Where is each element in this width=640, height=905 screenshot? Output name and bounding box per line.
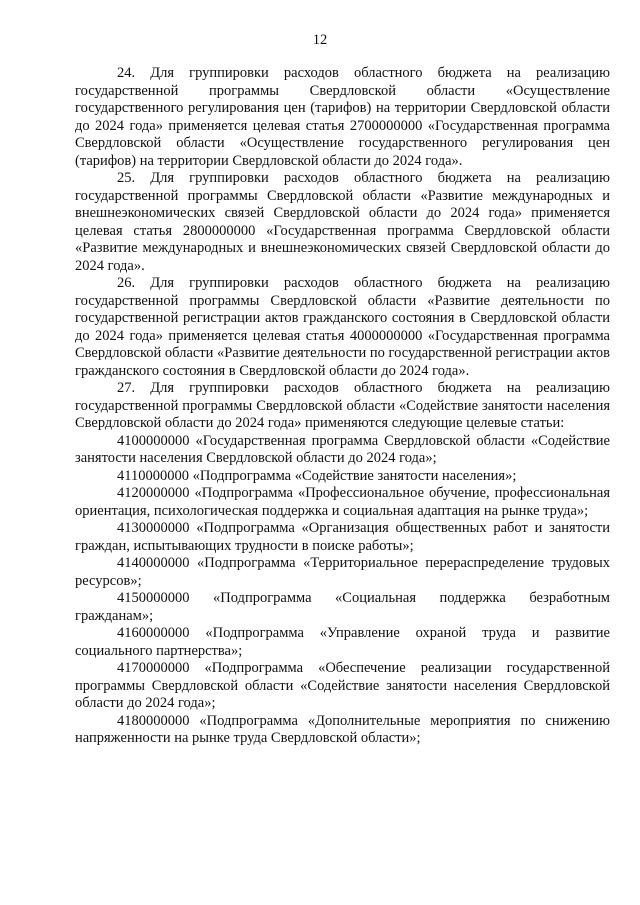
target-article-4170000000: 4170000000 «Подпрограмма «Обеспечение реализации государственной программы Свердловской области «Содействие занятости населения Свердловской области до 2024 года»;: [75, 660, 610, 711]
target-article-4100000000: 4100000000 «Государственная программа Свердловской области «Содействие занятости населения Свердловской области до 2024 года»;: [75, 432, 610, 466]
paragraph-25: 25. Для группировки расходов областного бюджета на реализацию государственной программы Свердловской области «Развитие международных и внешнеэкономических связей Свердловской области до 2024 года» применяется целевая статья 2800000000 «Государственная программа Свердловской области «Развитие международных и внешнеэкономических связей Свердловской области до 2024 года».: [75, 170, 610, 274]
target-article-4110000000: 4110000000 «Подпрограмма «Содействие занятости населения»;: [117, 467, 517, 484]
target-article-4150000000: 4150000000 «Подпрограмма «Социальная поддержка безработным гражданам»;: [75, 590, 610, 624]
document-body: [75, 65, 610, 748]
target-article-4180000000: 4180000000 «Подпрограмма «Дополнительные мероприятия по снижению напряженности на рынке труда Свердловской области»;: [75, 712, 610, 746]
paragraph-24: 24. Для группировки расходов областного бюджета на реализацию государственной программы Свердловской области «Осуществление государственного регулирования цен (тарифов) на территории Свердловской области до 2024 года» применяется целевая статья 2700000000 «Государственная программа Свердловской области «Осуществление государственного регулирования цен (тарифов) на территории Свердловской области до 2024 года».: [75, 65, 610, 169]
target-article-4130000000: 4130000000 «Подпрограмма «Организация общественных работ и занятости граждан, испытывающих трудности в поиске работы»;: [75, 520, 610, 554]
paragraph-26: 26. Для группировки расходов областного бюджета на реализацию государственной программы Свердловской области «Развитие деятельности по государственной регистрации актов гражданского состояния в Свердловской области до 2024 года» применяется целевая статья 4000000000 «Государственная программа Свердловской области «Развитие деятельности по государственной регистрации актов гражданского состояния в Свердловской области до 2024 года».: [75, 275, 610, 379]
target-article-4140000000: 4140000000 «Подпрограмма «Территориальное перераспределение трудовых ресурсов»;: [75, 555, 610, 589]
target-article-4120000000: 4120000000 «Подпрограмма «Профессиональное обучение, профессиональная ориентация, психологическая поддержка и социальная адаптация на рынке труда»;: [75, 485, 610, 519]
paragraph-27: 27. Для группировки расходов областного бюджета на реализацию государственной программы Свердловской области «Содействие занятости населения Свердловской области до 2024 года» применяются следующие целевые статьи:: [75, 380, 610, 431]
target-article-4160000000: 4160000000 «Подпрограмма «Управление охраной труда и развитие социального партнерства»;: [75, 625, 610, 659]
page-number: 12: [312, 32, 328, 48]
